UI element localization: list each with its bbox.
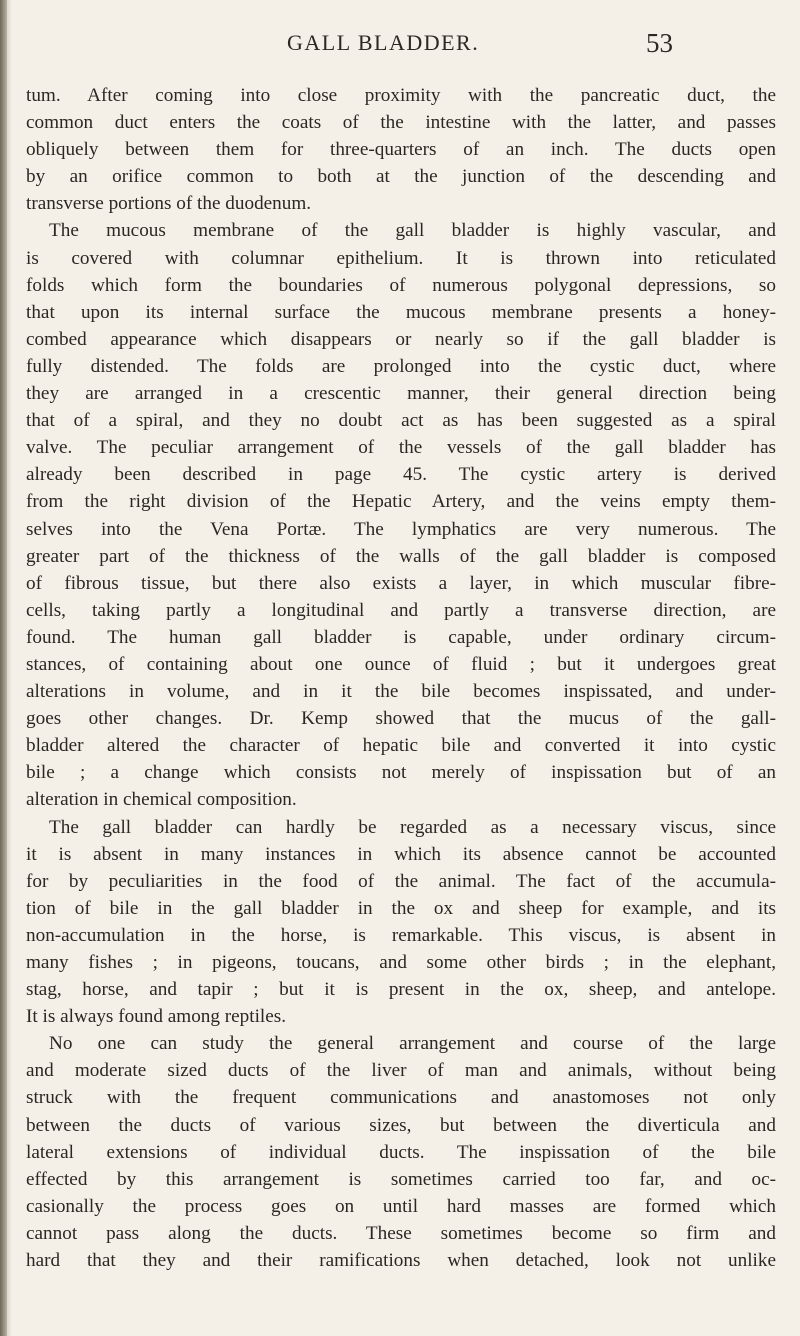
text-line: struck with the frequent communications and anastomoses not only bbox=[26, 1087, 776, 1109]
text-line: bladder altered the character of hepatic bile and converted it into cystic bbox=[26, 735, 776, 757]
text-line: greater part of the thickness of the walls of the gall bladder is composed bbox=[26, 545, 776, 567]
text-line: casionally the process goes on until hard masses are formed which bbox=[26, 1195, 776, 1217]
text-line: by an orifice common to both at the junction of the descending and bbox=[26, 166, 776, 188]
text-line: No one can study the general arrangement and course of the large bbox=[49, 1033, 776, 1055]
text-line: non-accumulation in the horse, is remarkable. This viscus, is absent in bbox=[26, 924, 776, 946]
page-binding-edge bbox=[0, 0, 7, 1336]
text-line: alterations in volume, and in it the bile becomes inspissated, and under- bbox=[26, 681, 776, 703]
text-line: It is always found among reptiles. bbox=[26, 1006, 287, 1028]
text-line: The mucous membrane of the gall bladder is highly vascular, and bbox=[49, 220, 776, 242]
text-line: that of a spiral, and they no doubt act as has been suggested as a spiral bbox=[26, 410, 776, 432]
text-line: tion of bile in the gall bladder in the ox and sheep for example, and its bbox=[26, 897, 776, 919]
text-line: many fishes ; in pigeons, toucans, and some other birds ; in the elephant, bbox=[26, 952, 776, 973]
text-line: The gall bladder can hardly be regarded as a necessary viscus, since bbox=[49, 816, 776, 838]
text-line: obliquely between them for three-quarters of an inch. The ducts open bbox=[26, 139, 776, 161]
text-line: effected by this arrangement is sometimes carried too far, and oc- bbox=[26, 1168, 776, 1190]
text-line: goes other changes. Dr. Kemp showed that the mucus of the gall- bbox=[26, 708, 776, 730]
text-line: between the ducts of various sizes, but between the diverticula and bbox=[26, 1114, 776, 1136]
text-line: it is absent in many instances in which its absence cannot be accounted bbox=[26, 843, 776, 865]
body-text bbox=[26, 82, 776, 1274]
text-line: cannot pass along the ducts. These sometimes become so firm and bbox=[26, 1222, 776, 1244]
text-line: alteration in chemical composition. bbox=[26, 789, 297, 811]
text-line: lateral extensions of individual ducts. The inspissation of the bile bbox=[26, 1141, 776, 1163]
text-line: from the right division of the Hepatic Artery, and the veins empty them- bbox=[26, 491, 776, 513]
text-line: and moderate sized ducts of the liver of man and animals, without being bbox=[26, 1060, 776, 1082]
running-head-title: GALL BLADDER. bbox=[287, 30, 480, 55]
text-line: stances, of containing about one ounce of fluid ; but it undergoes great bbox=[26, 653, 776, 675]
text-line: found. The human gall bladder is capable, under ordinary circum- bbox=[26, 626, 776, 648]
text-line: bile ; a change which consists not merely of inspissation but of an bbox=[26, 762, 776, 784]
text-line: folds which form the boundaries of numerous polygonal depressions, so bbox=[26, 274, 776, 296]
text-line: hard that they and their ramifications when detached, look not unlike bbox=[26, 1250, 776, 1272]
text-line: they are arranged in a crescentic manner, their general direction being bbox=[26, 383, 776, 405]
text-line: common duct enters the coats of the intestine with the latter, and passes bbox=[26, 112, 776, 134]
text-line: is covered with columnar epithelium. It is thrown into reticulated bbox=[26, 247, 776, 269]
page-number: 53 bbox=[646, 28, 673, 58]
text-line: of fibrous tissue, but there also exists a layer, in which muscular fibre- bbox=[26, 572, 776, 594]
text-line: combed appearance which disappears or nearly so if the gall bladder is bbox=[26, 328, 776, 350]
text-line: selves into the Vena Portæ. The lymphatics are very numerous. The bbox=[26, 518, 776, 540]
text-line: tum. After coming into close proximity with the pancreatic duct, the bbox=[26, 85, 776, 106]
text-line: fully distended. The folds are prolonged into the cystic duct, where bbox=[26, 355, 776, 377]
text-line: that upon its internal surface the mucous membrane presents a honey- bbox=[26, 301, 776, 323]
text-line: stag, horse, and tapir ; but it is present in the ox, sheep, and antelope. bbox=[26, 979, 776, 1001]
running-head bbox=[0, 30, 800, 70]
text-line: transverse portions of the duodenum. bbox=[26, 193, 312, 215]
text-line: for by peculiarities in the food of the animal. The fact of the accumula- bbox=[26, 870, 776, 892]
text-line: already been described in page 45. The cystic artery is derived bbox=[26, 464, 776, 486]
text-line: valve. The peculiar arrangement of the vessels of the gall bladder has bbox=[26, 437, 776, 459]
text-line: cells, taking partly a longitudinal and partly a transverse direction, are bbox=[26, 599, 776, 621]
